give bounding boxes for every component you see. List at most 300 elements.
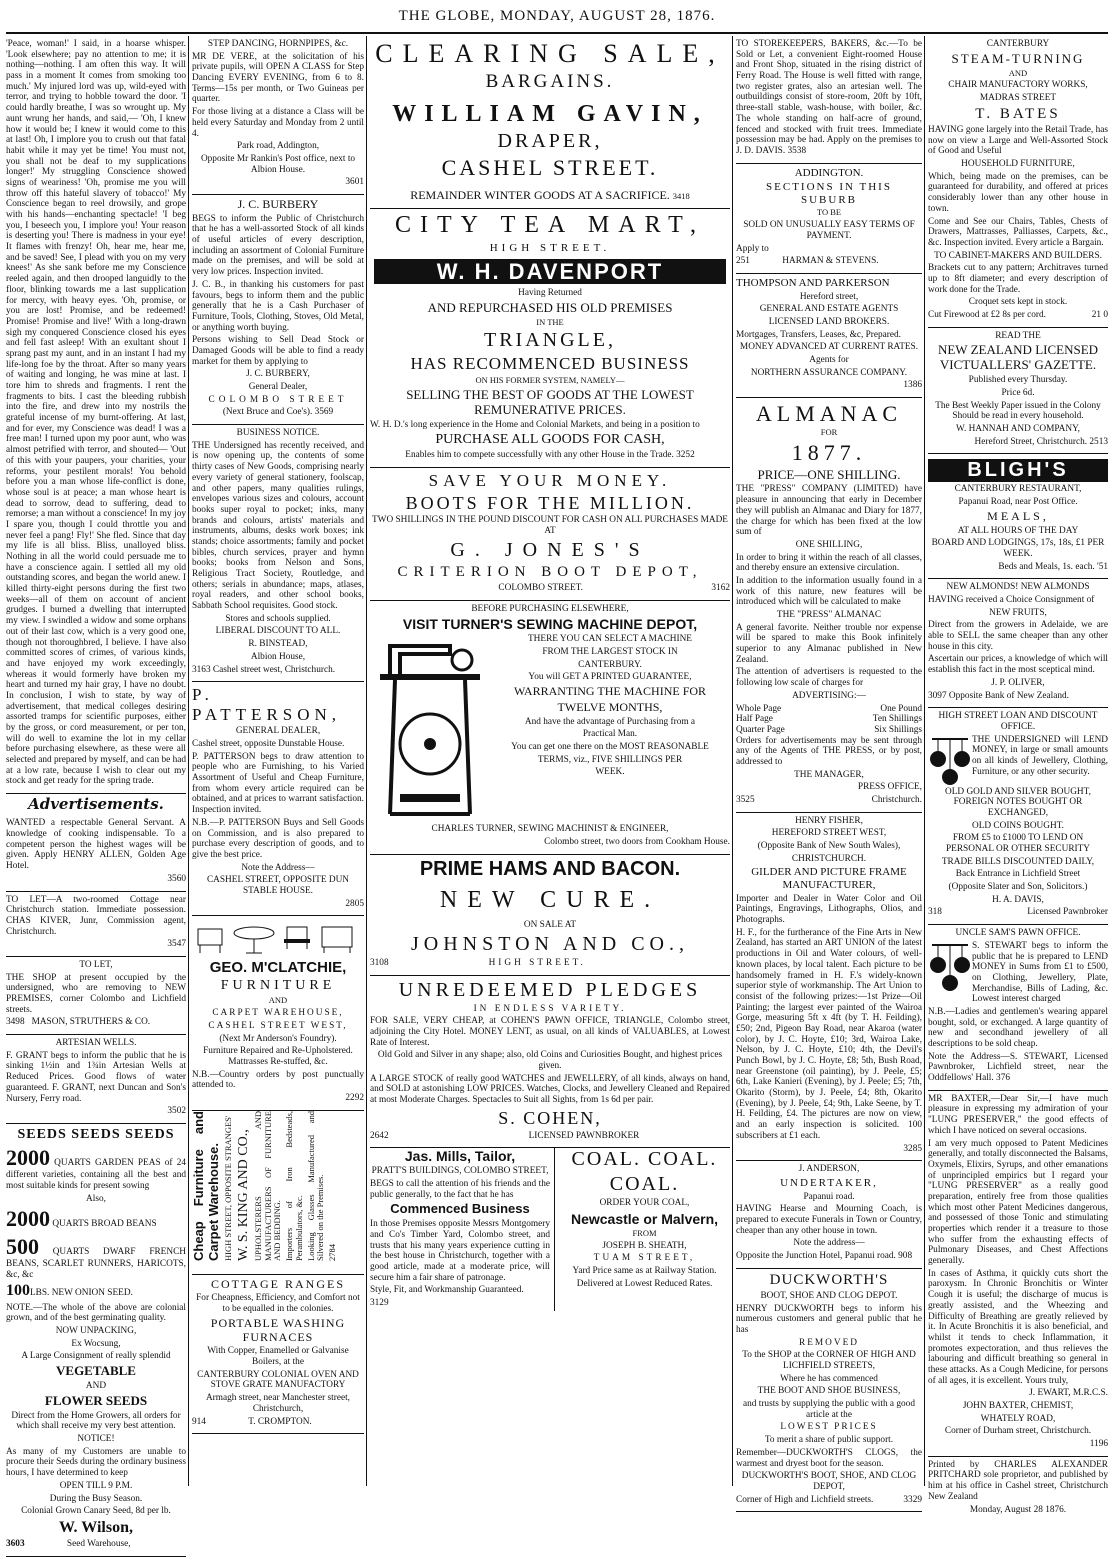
davenport-triangle: TRIANGLE, [484,329,616,352]
mcc-title: GEO. M'CLATCHIE, [209,959,347,977]
seeds-notice: NOTICE! [77,1434,115,1445]
dance-address: Opposite Mr Rankin's Post office, next to Albion House. [200,153,356,175]
rate-row [736,725,922,736]
baxter-text: In cases of Asthma, it quickly cuts short the paroxysm. In Chronic Bronchitis or Winter Cough it is useful; the discharge of mucus is greatly assisted, and the Wheezing and Difficulty of Breathing are greatly relieved by it. In Acute Bronchitis it is also beneficial, and whilst it tends to check Inflammation, it promotes expectoration, and thus relieves the labouring and difficult breathing so general in these attacks. As a Cough Medicine, for persons of all ages, it is excellent. Yours truly, [928,1268,1108,1386]
bottom-ads-row [370,1148,730,1311]
gavin-winter: REMAINDER WINTER GOODS AT A SACRIFICE. [410,187,670,202]
ad-wanted-text: WANTED a respectable General Servant. A knowledge of cooking indispensable. To a competent person the highest wages will be given. Apply HENRY ALLEN, Golden Age Hotel. [6,818,186,872]
stewart-nb: N.B.—Ladies and gentlemen's wearing apparel bought, sold, or exchanged. A large quantity of new and secondhand jewellery of all descriptions to be sold cheap. [928,1006,1108,1049]
davenport-recommenced: HAS RECOMMENCED BUSINESS [410,354,690,374]
burbery-text: Persons wishing to Sell Dead Stock or Damaged Goods will be able to find a ready market for them by applying to [192,335,364,367]
dance-text: For those living at a distance a Class will be held every Saturday and Monday from 2 until 4. [192,107,364,139]
press-shilling: ONE SHILLING, [795,539,863,550]
anderson-opposite: Opposite the Junction Hotel, Papanui road. [736,1250,896,1261]
business-address: Cashel street west, Christchurch. [212,664,336,675]
mcc-and: AND [268,995,288,1006]
almonds-opposite: Opposite Bank of New Zealand. [948,690,1069,701]
business-discount: LIBERAL DISCOUNT TO ALL. [215,626,341,637]
rate-price: Six Shillings [874,724,922,735]
bates-and: AND [1008,67,1028,78]
king-glass: Looking Glasses Manufactured and Silvered on the Premises. [305,1110,326,1261]
sewing-machine-icon [370,634,490,824]
seeds-canary: Colonial Grown Canary Seed, 8d per lb. [21,1506,171,1517]
masthead: THE GLOBE, MONDAY, AUGUST 28, 1876. [398,8,716,24]
addington-apply: Apply to [736,243,769,254]
mills-style: Style, Fit, and Workmanship Guaranteed. [370,1285,524,1296]
bates-firewood: Cut Firewood at £2 8s per cord. [928,310,1046,321]
coal-sheath: JOSEPH B. SHEATH, [602,1240,687,1251]
ad-number: 3252 [676,450,695,461]
anderson-title: J. ANDERSON, [798,1164,860,1175]
new-cure: NEW CURE. [439,886,661,913]
thompson-street: Hereford street, [799,291,859,302]
seeds-ship: Ex Wocsung, [71,1338,121,1349]
seeds-note: NOTE.—The whole of the above are colonial grown, and of the best germinating quality. [6,1302,186,1324]
turner-warranting: WARRANTING THE MACHINE FOR [513,684,707,699]
ad-number: 3418 [672,190,690,201]
jones-criterion: CRITERION BOOT DEPOT, [397,563,703,580]
ad-bligh [928,454,1108,579]
ad-number: 376 [996,1073,1010,1084]
johnston-on-sale: ON SALE AT [523,920,577,931]
patterson-cashel: CASHEL STREET, OPPOSITE DUN STABLE HOUSE. [206,875,350,896]
ad-number: 3502 [167,1106,186,1117]
almonds-text: Ascertain our prices, a knowledge of which will establish this fact in the most sceptical mind. [928,654,1108,676]
mcc-nb: N.B.—Country orders by post punctually attended to. [192,1069,364,1091]
seeds-quantity: 500 [6,1233,39,1259]
rate-row [736,714,922,725]
ad-number: 914 [192,1416,206,1427]
ad-shop-title: TO LET, [79,959,113,970]
press-text: In addition to the information usually found in a work of this nature, new features will be introduced which will be calculated to make [736,575,922,608]
ad-mcclatchie [192,916,364,1110]
ad-storekeepers [736,36,922,164]
imprint-printed: Printed by CHARLES ALEXANDER PRITCHARD sole proprietor, and published by him at his office in Cashel street, Christchurch New Zealand [928,1459,1108,1502]
burbery-dealer: General Dealer, [248,382,308,393]
ad-addington [736,164,922,274]
bates-household: HOUSEHOLD FURNITURE, [961,159,1075,170]
addington-harman: HARMAN & STEVENS. [782,256,879,267]
burbery-text: J. C. B., in thanking his customers for past favours, begs to inform them and the public generally that he is a Cash Purchaser of Furniture, Tools, Clothing, Stoves, Old Metal, or anything worth buying. [192,279,364,333]
king-address: HIGH STREET, OPPOSITE STRANGES' [222,1115,233,1261]
story-text [6,36,186,794]
ad-number: 908 [898,1250,913,1261]
ad-to-let [6,892,186,957]
seeds-quantity: 2000 [6,1144,50,1170]
bargains: BARGAINS. [485,70,615,92]
ad-bates [928,36,1108,328]
turner-canterbury: CANTERBURY. [578,659,642,670]
bates-cabinet: TO CABINET-MAKERS AND BUILDERS. [934,250,1102,261]
ad-number: 3129 [370,1298,389,1309]
story-body: 'Peace, woman!' I said, in a hoarse whisper. 'Look elsewhere; pay no attention to me; it is nothing—nothing. I am often this way. It will pass in a moment It comes from smoking too much.' My injured lord was up, wild-eyed with terror, and trying to hobble toward the door. 'I could hardly breathe, I was so wrought up. My aunt wrung her hands, and said,— 'Oh, I knew how it would be; I knew it would come to this at last! Oh, I implore you to crush out that fatal habit while it may yet be time! You must not, you shall not be deaf to my supplications longer!' My struggling Conscience showed signs of weariness! 'Oh, promise me you will throw off this hateful slavery of tobacco!' My Conscience began to reel drowsily, and grope with his hands—enchanting spectacle! 'I beg you, I beseech you, I implore you! Your reason is deserting you! There is madness in your eye! It flames with frenzy! Oh, hear me, hear me, and be saved! See, I plead with you on my very knees!' As she sank before me my Conscience reeled again, and then drooped languidly to the floor, blinking towards me a last supplication for mercy, with heavy eyes. 'Oh, promise, or you are lost! Promise, and be redeemed! Promise! Promise and live!' With a long-drawn sigh my conquered Conscience closed his eyes and fell fast asleep! With an exultant shout I sprang past my aunt, and in an instant I had my life-long foe by the throat. After so many years of waiting and longing, he was mine at last. I tore him to shreds and fragments. I rent the fragments to bits. I cast the bleeding rubbish into the fire, and drew into my nostrils the grateful incense of my burnt-offering. At last, and for ever, my Conscience was dead! I was a free man! I turned upon my poor aunt, who was almost petrified with terror, and shouted— 'Out of this with your paupers, your charities, your reforms, your pestilent morals! You behold before you a man whose life-conflict is done, whose soul is at peace; a man whose heart is dead to sorrow, dead to suffering, dead to remorse; a man without a conscience! In my joy I spare you, though I could throttle you and never feel a pang! Fly!' She fled. Since that day my life is all bliss. Bliss, unalloyed bliss. Nothing in all the world could persuade me to have a conscience again. I settled all my old outstanding scores, and began the world anew. I killed thirty-eight persons during the first two weeks—all of them on account of ancient grudges. I burned a dwelling that interrupted my view. I swindled a widow and some orphans out of their last cow, which is a very good one, though not thoroughbred, I believe. I have also committed scores of crimes, of various kinds, and have enjoyed my work exceedingly, whereas it would formerly have broken my heart and turned my hair gray, I have no doubt. In conclusion, I wish to state, by way of advertisement, that medical colleges desiring assorted tramps for scientific purposes, either by the gross, or cord measurement, or per ton, will do well to examine the lot in my cellar before purchasing elsewhere, as these were all selected and prepared by myself, and can be had at a low rate, because I wish to clear out my stock and get ready for the spring trade. [6,39,186,787]
anderson-papanui: Papanui road. [803,1191,855,1202]
turner-twelve: TWELVE MONTHS, [557,699,663,714]
thompson-licensed: LICENSED LAND BROKERS. [768,317,890,328]
loan-back: Back Entrance in Lichfield Street [955,869,1081,880]
cottage-works: CANTERBURY COLONIAL OVEN AND STOVE GRATE MANUFACTORY [197,1369,359,1391]
thompson-money: MONEY ADVANCED AT CURRENT RATES. [739,342,919,353]
ad-turner [370,601,730,855]
column-divider [924,36,925,1486]
burbery-text: BEGS to inform the Public of Christchurch that he has a well-assorted Stock of all kinds of useful articles of every description, including an assortment of Colonial Furniture made on the premises, and will be sold at very low prices. Inspection invited. [192,213,364,278]
davenport-name: W. H. DAVENPORT [374,259,726,284]
addington-sold: SOLD ON UNUSUALLY EASY TERMS OF PAYMENT. [743,220,915,241]
seeds-also: Also, [86,1193,106,1204]
bligh-meals: MEALS, [987,508,1049,523]
press-almanac: THE "PRESS" ALMANAC [776,610,882,620]
addington-to-be: TO BE [816,207,842,218]
seeds-title: SEEDS SEEDS SEEDS [17,1126,175,1142]
duckworth-where: Where he has commenced [780,1373,878,1384]
ad-number: 3547 [167,939,186,950]
press-office: PRESS OFFICE, [857,782,922,793]
davenport-street: HIGH STREET. [489,242,611,255]
pledges-endless: IN ENDLESS VARIETY. [473,1003,627,1014]
davenport-purchase: PURCHASE ALL GOODS FOR CASH, [435,432,665,448]
gazette-hannah: W. HANNAH AND COMPANY, [956,424,1080,435]
bates-madras: MADRAS STREET [979,93,1057,104]
uncle-title: UNCLE SAM'S PAWN OFFICE. [955,928,1081,939]
duckworth-trusts: and trusts by supplying the public with a good article at the [743,1399,915,1420]
ad-shop [6,957,186,1035]
seeds-item: LBS. NEW ONION SEED. [30,1288,133,1299]
press-christchurch: Christchurch. [871,795,922,805]
seeds-quantity: 100 [6,1282,30,1300]
loan-opposite: (Opposite Slater and Son, Solicitors.) [948,882,1088,893]
ad-jones [370,468,730,601]
coal-title: COAL. COAL. [571,1148,718,1171]
almanac-title: ALMANAC [755,401,903,427]
column-4 [736,36,922,1505]
patterson-text: P. PATTERSON begs to draw attention to people who are Furnishing, to his Varied Assortment of Useful and Cheap Furniture, from whom every article required can be obtained, and at prices to warrant satisfaction. Inspection invited. [192,751,364,816]
coal-order: ORDER YOUR COAL, [599,1198,690,1209]
ad-almonds [928,579,1108,708]
fisher-street: HEREFORD STREET WEST, [771,828,887,839]
pawnbroker-balls-icon [928,735,972,787]
fisher-title: HENRY FISHER, [795,815,863,826]
anderson-text: HAVING Hearse and Mourning Coach, is prepared to execute Funerals in Town or Country, cheaper than any other house in town. [736,1204,922,1236]
press-orders: Orders for advertisements may be sent through any of the Agents of THE PRESS, or by post, addressed to [736,735,922,767]
cohen-gold: Old Gold and Silver in any shape; also, old Coins and Curiosities Bought, and highest prices given. [377,1050,723,1072]
ad-number: '51 [1097,561,1108,572]
ad-number: 2642 [370,1130,389,1141]
coal-newcastle: Newcastle or Malvern, [570,1210,719,1227]
coal-title: COAL. [609,1173,680,1196]
cohen-licensed: LICENSED PAWNBROKER [528,1130,640,1141]
ad-davenport [370,209,730,468]
column-divider [366,36,367,1486]
advertisements-heading: Advertisements. [28,795,164,814]
column-2 [192,36,364,1486]
save-money: SAVE YOUR MONEY. [428,471,672,490]
duckworth-sub: BOOT, SHOE AND CLOG DEPOT. [760,1290,898,1301]
ad-almanac [736,398,922,813]
loan-licensed: Licensed Pawnbroker [1027,907,1108,918]
bligh-board: BOARD AND LODGINGS, 17s, 18s, £1 PER WEEK. [931,538,1105,559]
baxter-chemist: JOHN BAXTER, CHEMIST, [962,1401,1074,1411]
turner-guarantee: You will GET A PRINTED GUARANTEE, [528,672,692,683]
seeds-vegetable: VEGETABLE [56,1363,136,1379]
ad-number: 251 [736,256,750,267]
column-3 [370,36,730,1486]
column-5 [928,36,1108,1515]
thompson-mortgages: Mortgages, Transfers, Leases, &c, Prepared. [736,329,901,340]
fisher-text: Importer and Dealer in Water Color and Oil Paintings, Engravings, Lithographs, Olios, and Photographs. [736,893,922,926]
mills-commenced: Commenced Business [390,1201,530,1217]
almanac-for: FOR [820,427,838,438]
ad-number: 1196 [1089,1439,1108,1450]
mcc-furniture: FURNITURE [220,978,336,994]
ad-king [192,1111,364,1275]
ad-number: 3163 [192,664,211,675]
ad-number: 3601 [345,177,364,188]
johnston-name: JOHNSTON AND CO., [411,932,689,955]
king-left: Cheap Furniture and Carpet Warehouse. [191,1110,221,1261]
press-manager: THE MANAGER, [794,769,864,780]
fisher-opposite: (Opposite Bank of New South Wales), [757,841,901,852]
masthead-rule [6,32,1108,34]
addington-title: ADDINGTON. [794,166,864,179]
bates-name: T. BATES [975,105,1061,122]
patterson-sub: GENERAL DEALER, [235,726,321,737]
seeds-and: AND [85,1381,107,1392]
duckworth-merit: To merit a share of public support. [764,1435,894,1446]
bates-text: HAVING gone largely into the Retail Trade, has now on view a Large and Well-Assorted Stock of Good and Useful [928,125,1108,157]
ad-number: 2513 [1089,436,1108,447]
loan-coins: OLD COINS BOUGHT. [971,820,1065,831]
clearing-sale: CLEARING SALE, [375,39,725,68]
seeds-busy: During the Busy Season. [49,1493,143,1504]
almonds-fruits: NEW FRUITS, [989,607,1047,618]
davenport-enables: Enables him to compete successfully with any other House in the Trade. [405,450,674,461]
furniture-illustration-icon [192,919,362,955]
almanac-price: PRICE—ONE SHILLING. [757,466,901,482]
cottage-address: Armagh street, near Manchester street, Christchurch, [205,1393,351,1414]
loan-trade: TRADE BILLS DISCOUNTED DAILY, [941,856,1095,867]
cohen-text: FOR SALE, VERY CHEAP, at COHEN'S PAWN OFFICE, TRIANGLE, Colombo street, adjoining the City Hotel. MONEY LENT, as usual, on all kinds of VALUABLES, at Lowest Rate of Interest. [370,1016,730,1048]
fisher-christchurch: CHRISTCHURCH. [791,853,867,864]
seeds-unpacking: NOW UNPACKING, [55,1326,137,1337]
ad-mills [370,1148,555,1311]
turner-largest: FROM THE LARGEST STOCK IN [542,647,678,658]
coal-street: TUAM STREET, [593,1253,696,1264]
ad-number: 3560 [167,873,186,884]
bligh-beds: Beds and Meals, 1s. each. [998,561,1095,572]
bates-chair: CHAIR MANUFACTORY WORKS, [948,80,1088,91]
patterson-nb: N.B.—P. PATTERSON Buys and Sell Goods on Commission, and is also prepared to purchase every description of goods, and to give the best price. [192,817,364,860]
ad-number: 3108 [370,957,389,968]
baxter-whately: WHATELY ROAD, [980,1413,1056,1424]
ad-number: 3097 [928,690,947,701]
rate-size: Half Page [736,714,773,725]
gazette-price: Price 6d. [1001,387,1035,398]
bligh-restaurant: CANTERBURY RESTAURANT, [954,484,1082,495]
ad-burbery [192,195,364,425]
ad-number: 3603 [6,1539,25,1550]
ad-number: 3569 [314,407,334,418]
mills-buildings: PRATT'S BUILDINGS, COLOMBO STREET, [371,1166,549,1177]
loan-title: HIGH STREET LOAN AND DISCOUNT OFFICE. [938,711,1098,732]
duckworth-text: HENRY DUCKWORTH begs to inform his numerous customers and general public that he has [736,1303,922,1335]
press-advertising: ADVERTISING:— [792,690,866,701]
ad-number: 2292 [345,1092,364,1103]
ad-business-notice [192,425,364,682]
almonds-text: HAVING received a Choice Consignment of [928,595,1095,605]
mcc-street: CASHEL STREET WEST, [208,1020,348,1031]
mcc-carpet: CARPET WAREHOUSE, [212,1008,344,1019]
ad-patterson [192,682,364,916]
rate-price: One Pound [880,703,922,714]
duckworth-remember: Remember—DUCKWORTH'S CLOGS, the warmest and dryest boot for the season. [736,1447,922,1469]
stewart-text: S. STEWART begs to inform the public that he is prepared to LEND MONEY in Sums from £1 to £500, on Clothing, Jewellery, Plate, Merchandise, Bills of Lading, &c. Lowest interest charged [972,940,1108,1005]
davenport-repurchased: AND REPURCHASED HIS OLD PREMISES [427,299,673,315]
ad-shop-text: THE SHOP at present occupied by the undersigned, who are removing to NEW PREMISES, corner Colombo and Lichfield streets. [6,972,186,1015]
ad-baxter [928,1091,1108,1457]
patterson-address: Cashel street, opposite Dunstable House. [192,739,345,750]
seeds-sign: W. Wilson, [59,1518,133,1536]
thompson-general: GENERAL AND ESTATE AGENTS [759,304,899,315]
davenport-returned: Having Returned [518,287,582,298]
imprint-date: Monday, August 28 1876. [969,1504,1067,1515]
business-supplied: Stores and schools supplied. [225,613,331,624]
cohen-stock: A LARGE STOCK of really good WATCHES and JEWELLERY, of all kinds, always on hand, and SOLD at astonishing LOW PRICES. Watches, Clocks, and Jewellery Cleaned and Repaired at most Moderate Charges. Spectacles to Suit all Sights, from 1s 6d per pair. [370,1073,730,1106]
dance-title: STEP DANCING, HORNPIPES, &c. [207,39,349,49]
burbery-sign: J. C. BURBERY, [246,369,310,380]
ad-gazette [928,328,1108,455]
ad-anderson [736,1161,922,1268]
seeds-flower: FLOWER SEEDS [44,1392,148,1408]
burbery-street: COLOMBO STREET [208,394,348,405]
bates-canterbury: CANTERBURY [986,39,1050,49]
business-text: THE Undersigned has recently received, and is now opening up, the contents of some thirty cases of New Goods, comprising nearly every variety of general stationery, foolscap, and other papers, many qualities rulings, envelopes various sizes and colours, account books super royal to pocket; inks, many brands and colours, artists' materials and instruments, albums, desks work boxes; ink stands; choice assortments; family and pocket bibles, church services, prayer and hymn books; books from Nelson and Sons, Religious Tract Society, Routledge, and others; serials in abundance; maps, atlases, royal readers, and other school books, Sabbath School requisites. Good stock. [192,440,364,612]
bates-croquet: Croquet sets kept in stock. [968,297,1068,308]
ad-thompson [736,274,922,398]
dance-address: Park road, Addington, [236,141,320,152]
press-text: In order to bring it within the reach of all classes, and thereby ensure an extensive circulation. [736,552,922,574]
column-divider [732,36,733,1486]
turner-address: Colombo street, two doors from Cookham House. [544,837,730,848]
almonds-text: Direct from the growers in Adelaide, we are able to SELL the same cheaper than any other house in this city. [928,620,1108,652]
cottage-title: COTTAGE RANGES [210,1276,346,1291]
seeds-item: QUARTS DWARF FRENCH BEANS, SCARLET RUNNERS, HARICOTS, &c, &c [6,1246,186,1280]
thompson-nac: NORTHERN ASSURANCE COMPANY. [750,367,908,378]
anderson-undertaker: UNDERTAKER, [780,1176,878,1189]
duckworth-removed: REMOVED [799,1337,859,1348]
ad-johnston [370,855,730,976]
thompson-agents: Agents for [809,355,849,366]
ad-uncle-sam [928,925,1108,1091]
press-text: A general favorite. Neither trouble nor expense will be spared to make this Book infinitely superior to any Almanac published in New Zealand. [736,622,922,665]
cottage-with: With Copper, Enamelled or Galvanise Boilers, at the [207,1346,349,1368]
king-import: Importers of Iron Bedsteads, Perambulators, &c. [284,1110,304,1261]
gazette-street: Hereford Street, Christchurch. [974,436,1088,447]
almanac-year: 1877. [791,440,867,466]
baxter-text: I am very much opposed to Patent Medicines generally, and totally disconnected the Balsams, Oxymels, Elixirs, Syrups, and other emanations of unprincipled empirics but I regard your "LUNG PRESERVER" as a really good preparation, entirely free from those qualities which most other Patent Medicines dangerous, and possessed of those Tonic and stimulating properties which render it a treasure to those who suffer from the exhausting effects of Pulmonary Diseases, and Chest Affections generally. [928,1138,1108,1267]
jones-discount: TWO SHILLINGS IN THE POUND DISCOUNT FOR CASH ON ALL PURCHASES MADE AT [372,515,728,536]
baxter-text: MR BAXTER,—Dear Sir,—I have much pleasure in expressing my admiration of your "LUNG PRESERVER," the good effects of which I have noticed on several occasions. [928,1093,1108,1136]
davenport-former: ON HIS FORMER SYSTEM, NAMELY— [475,374,625,385]
seeds-item: QUARTS GARDEN PEAS of 24 different varieties, containing all the best and most suitable kinds for present sowing [6,1157,186,1191]
pledges-title: UNREDEEMED PLEDGES [398,978,702,1001]
turner-before: BEFORE PURCHASING ELSEWHERE, [471,603,629,614]
seeds-direct: Direct from the Home Growers, all orders for which shall receive my very best attention. [11,1410,181,1432]
business-albion: Albion House, [250,651,306,662]
baxter-durham: Corner of Durham street, Christchurch. [944,1426,1092,1437]
rate-size: Whole Page [736,703,782,714]
rate-price: Ten Shillings [872,714,922,725]
ad-coal [555,1148,730,1311]
loan-davis: H. A. DAVIS, [992,894,1044,905]
turner-week: WEEK. [595,767,625,778]
ad-seeds [6,1124,186,1557]
addington-sections: SECTIONS IN THIS SUBURB [766,181,892,206]
ad-number: 1386 [903,380,922,391]
rate-size: Quarter Page [736,724,785,735]
ad-loan [928,708,1108,925]
coal-deliver: Delivered at Lowest Reduced Rates. [576,1278,713,1289]
business-title: BUSINESS NOTICE. [236,428,320,439]
ad-number: 3329 [903,1494,922,1505]
bates-text: Come and See our Chairs, Tables, Chests of Drawers, Mattrasses, Palliasses, Carpets, &c., &c. Inspection invited. Every article a Bargain. [928,216,1108,248]
seeds-notice-text: As many of my Customers are unable to procure their Seeds during the ordinary business hours, I have determined to keep [6,1446,186,1479]
dance-text: MR DE VERE, at the solicitation of his private pupils, will OPEN A CLASS for Step Dancing EVERY EVENING, from 6 to 8. Terms—15s per month, or Two Guineas per quarter. [192,51,364,105]
mcc-next: (Next Mr Anderson's Foundry). [219,1033,337,1044]
ad-dancing [192,36,364,195]
duckworth-business: THE BOOT AND SHOE BUSINESS, [757,1386,901,1397]
seeds-warehouse: Seed Warehouse, [66,1539,131,1550]
seeds-item: QUARTS BROAD BEANS [52,1219,157,1230]
turner-terms: TERMS, viz., FIVE SHILLINGS PER [537,754,683,765]
bligh-papanui: Papanui Road, near Post Office. [958,497,1078,508]
fisher-gilder: GILDER AND PICTURE FRAME MANUFACTURER, [751,866,907,892]
bligh-hours: AT ALL HOURS OF THE DAY [957,525,1079,536]
cottage-sign: T. CROMPTON. [248,1416,312,1427]
king-sub: UPHOLSTERERS AND MANUFACTURERS OF FURNITURE AND BEDDING. [252,1110,283,1261]
gavin-cashel: CASHEL STREET. [441,155,659,181]
almonds-title: NEW ALMONDS! NEW ALMONDS [946,582,1090,593]
column-1 [6,36,186,1550]
duckworth-lowest: LOWEST PRICES [780,1422,878,1433]
city-tea-mart: CITY TEA MART, [394,212,706,239]
business-sign: R. BINSTEAD, [248,639,308,650]
loan-gold: OLD GOLD AND SILVER BOUGHT, FOREIGN NOTES BOUGHT OR EXCHANGED, [945,786,1091,818]
jones-colombo: COLOMBO STREET. [498,582,583,593]
rate-table [736,704,922,736]
bates-brackets: Brackets cut to any pattern; Architraves turned up to 8ft diameter; and every description of work done for the Trade. [928,263,1108,295]
ad-wells-text: F. GRANT begs to inform the public that he is sinking 1½in and 1¾in Artesian Wells at Reduced Prices. Good flows of water guaranteed. F. GRANT, next Duncan and Son's Nursery, Ferry road. [6,1050,186,1104]
turner-practical: Practical Man. [582,729,638,740]
turner-title: VISIT TURNER'S SEWING MACHINE DEPOT, [402,616,698,633]
press-text: THE "PRESS" COMPANY (LIMITED) have pleasure in announcing that early in December they will publish an Almanac and Diary for 1877, the charge for which has been fixed at the low sum of [736,484,922,538]
coal-from: FROM [632,1228,657,1239]
johnston-street: HIGH STREET. [488,957,586,968]
ad-wanted [6,815,186,891]
davenport-experience: W. H. D.'s long experience in the Home and Colonial Markets, and being in a position to [370,419,700,430]
mcc-repaired: Furniture Repaired and Re-Upholstered. Mattrasses Re-stuffed, &c. [203,1046,353,1067]
seeds-open: OPEN TILL 9 P.M. [59,1480,133,1491]
imprint [928,1457,1108,1515]
stewart-note: Note the Address—S. STEWART, Licensed Pawnbroker, Lichfield street, near the Oddfellows' Hall. [928,1051,1108,1084]
gavin-name: WILLIAM GAVIN, [392,100,708,127]
king-name: W. S. KING AND CO., [235,1128,251,1261]
davenport-selling: SELLING THE BEST OF GOODS AT THE LOWEST REMUNERATIVE PRICES. [406,386,694,417]
loan-text: THE UNDERSIGNED will LEND MONEY, in large or small amounts on all kinds of Jewellery, Clothing, Furniture, or any other security. [972,734,1108,777]
ad-number: 3525 [736,795,755,805]
bates-steam: STEAM-TURNING [951,50,1085,66]
baxter-ewart: J. EWART, M.R.C.S. [1029,1388,1108,1399]
anderson-note: Note the address— [793,1238,865,1249]
